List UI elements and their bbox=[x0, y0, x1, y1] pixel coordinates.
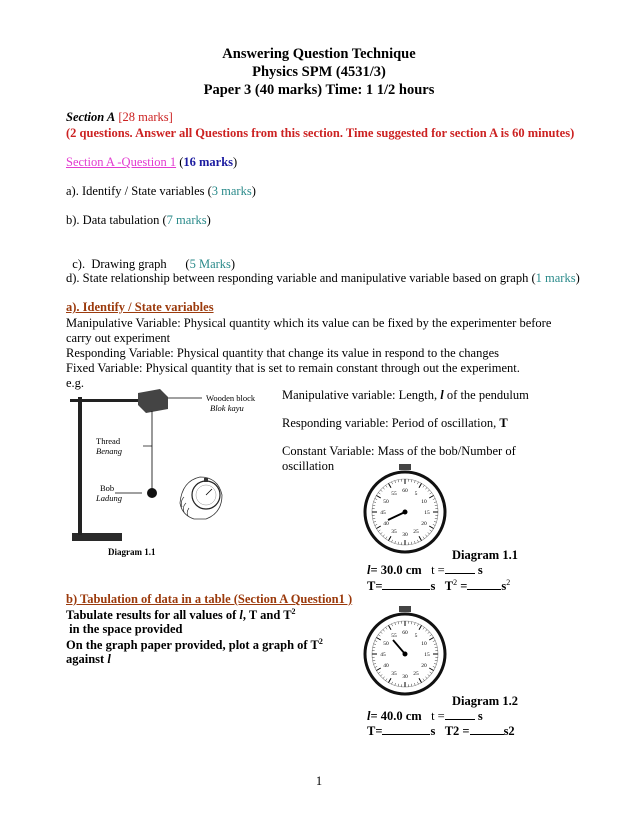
stopwatch-crown bbox=[399, 606, 411, 612]
question-item-a: a). Identify / State variables (3 marks) bbox=[66, 184, 256, 198]
question1-title: Section A -Question 1 bbox=[66, 155, 177, 169]
question-item-c: c). Drawing graph (5 Marks) bbox=[72, 257, 236, 271]
example-constant-cont: oscillation bbox=[282, 459, 335, 473]
example-responding: Responding variable: Period of oscillation, T bbox=[282, 416, 508, 430]
dial-number: 10 bbox=[421, 499, 427, 505]
bob bbox=[147, 488, 157, 498]
part-b-line3: On the graph paper provided, plot a graph of $T^2$ bbox=[66, 637, 323, 653]
diagram-1-1-period: T= s $T^2 = s^2$ bbox=[367, 578, 511, 594]
dial-number: 50 bbox=[383, 641, 389, 647]
section-a-heading bbox=[66, 110, 173, 125]
dial-number: 45 bbox=[380, 652, 386, 658]
dial-number: 30 bbox=[402, 674, 408, 680]
diagram-1-2-period: T= s T2 = s2 bbox=[367, 724, 515, 738]
dial-number: 5 bbox=[414, 632, 418, 639]
wooden-block-label: Wooden block bbox=[206, 393, 256, 403]
stopwatch-crown bbox=[399, 464, 411, 470]
section-a-marks: [28 marks] bbox=[118, 110, 173, 124]
question1-marks: 16 marks bbox=[183, 155, 234, 169]
question-item-b: b). Data tabulation (7 marks) bbox=[66, 213, 211, 227]
item-marks: 5 Marks bbox=[189, 257, 231, 271]
dial-number: 25 bbox=[413, 529, 419, 536]
dial-number: 20 bbox=[421, 663, 427, 669]
dial-number: 40 bbox=[383, 521, 389, 527]
part-b-heading: b) Tabulation of data in a table (Section A Question1 ) bbox=[66, 592, 353, 606]
page-number: 1 bbox=[315, 774, 323, 788]
diagram-1-2-caption: Diagram 1.2 bbox=[452, 694, 518, 708]
dial-number: 35 bbox=[391, 529, 397, 536]
T2-blank bbox=[467, 579, 501, 590]
dial-number: 50 bbox=[383, 499, 389, 505]
dial-number: 10 bbox=[421, 641, 427, 647]
responding-definition: Responding Variable: Physical quantity that change its value in respond to the changes bbox=[66, 346, 500, 360]
fixed-definition: Fixed Variable: Physical quantity that is set to remain constant through out the experiment. bbox=[66, 361, 520, 375]
wooden-block bbox=[138, 389, 168, 413]
t-blank bbox=[445, 563, 475, 574]
dial-number: 55 bbox=[391, 632, 397, 639]
example-label: e.g. bbox=[66, 376, 85, 390]
dial-number: 15 bbox=[424, 652, 430, 658]
part-b-line1: Tabulate results for all values of l, T and $T^2$ bbox=[66, 607, 296, 623]
dial-number: 45 bbox=[380, 510, 386, 516]
part-b-line4: against l bbox=[66, 652, 111, 666]
T2-blank bbox=[470, 724, 504, 735]
diagram-1-1-caption: Diagram 1.1 bbox=[452, 548, 518, 562]
blok-kayu-label: Blok kayu bbox=[210, 403, 244, 413]
dial-number: 5 bbox=[414, 490, 418, 497]
diagram-1-2-length: l= 40.0 cm t = s bbox=[367, 709, 483, 723]
figure-caption: Diagram 1.1 bbox=[108, 547, 156, 557]
example-manipulative: Manipulative variable: Length, l of the pendulum bbox=[282, 388, 529, 402]
section-a-label: Section A bbox=[66, 110, 116, 124]
part-b-line2: in the space provided bbox=[66, 622, 183, 636]
retort-rod bbox=[78, 397, 82, 535]
example-constant: Constant Variable: Mass of the bob/Number of bbox=[282, 444, 516, 458]
item-marks: 1 marks bbox=[535, 271, 576, 285]
bob-label: Bob bbox=[100, 483, 115, 493]
dial-number: 15 bbox=[424, 510, 430, 516]
pendulum-figure bbox=[60, 385, 280, 560]
diagram-1-1-length: l= 30.0 cm t = s bbox=[367, 563, 483, 577]
thread-label: Thread bbox=[96, 436, 121, 446]
manipulative-definition-cont: carry out experiment bbox=[66, 331, 171, 345]
dial-number: 20 bbox=[421, 521, 427, 527]
dial-number: 40 bbox=[383, 663, 389, 669]
benang-label: Benang bbox=[96, 446, 122, 456]
T-blank bbox=[382, 724, 430, 735]
part-a-heading: a). Identify / State variables bbox=[66, 300, 214, 314]
clamp-arm bbox=[70, 399, 142, 402]
document-title: Answering Question Technique bbox=[222, 46, 416, 62]
ladung-label: Ladung bbox=[96, 493, 122, 503]
item-marks: 3 marks bbox=[211, 184, 252, 198]
question-item-d: d). State relationship between responding variable and manipulative variable based on graph (1 marks) bbox=[66, 271, 580, 285]
document-subtitle: Physics SPM (4531/3) bbox=[252, 64, 386, 80]
stopwatch-1 bbox=[360, 462, 450, 557]
dial-number: 60 bbox=[402, 630, 408, 636]
manipulative-definition: Manipulative Variable: Physical quantity which its value can be fixed by the experimenter before bbox=[66, 316, 552, 330]
section-a-instruction: (2 questions. Answer all Questions from this section. Time suggested for section A is 60 minutes) bbox=[66, 126, 575, 140]
t-blank bbox=[445, 709, 475, 720]
T-blank bbox=[382, 579, 430, 590]
question1-heading: Section A -Question 1 (16 marks) bbox=[66, 155, 238, 169]
item-marks: 7 marks bbox=[166, 213, 207, 227]
dial-number: 60 bbox=[402, 488, 408, 494]
dial-number: 30 bbox=[402, 532, 408, 538]
dial-number: 55 bbox=[391, 490, 397, 497]
paper-info: Paper 3 (40 marks) Time: 1 1/2 hours bbox=[203, 82, 435, 98]
dial-number: 35 bbox=[391, 671, 397, 678]
dial-number: 25 bbox=[413, 671, 419, 678]
stopwatch-2 bbox=[360, 604, 450, 699]
